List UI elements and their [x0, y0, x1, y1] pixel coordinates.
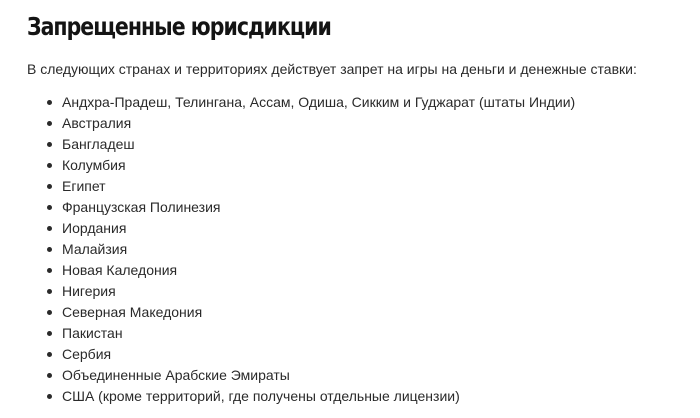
- bullet-icon: [47, 226, 52, 231]
- list-item-label: Малайзия: [62, 241, 128, 257]
- list-item: [27, 176, 575, 197]
- bullet-icon: [47, 331, 52, 336]
- list-item-label: Сербия: [62, 346, 112, 362]
- list-item-label: Объединенные Арабские Эмираты: [62, 367, 290, 383]
- list-item: [27, 344, 575, 365]
- list-item-label: Иордания: [62, 220, 127, 236]
- list-item-label: США (кроме территорий, где получены отдельные лицензии): [62, 388, 460, 404]
- list-item-label: Пакистан: [62, 325, 123, 341]
- list-item-label: Колумбия: [62, 157, 126, 173]
- list-item-label: Новая Каледония: [62, 262, 178, 278]
- section-title: Запрещенные юрисдикции: [27, 12, 331, 41]
- list-item: [27, 134, 575, 155]
- bullet-icon: [47, 247, 52, 252]
- list-item: [27, 92, 575, 113]
- list-item-label: Французская Полинезия: [62, 199, 221, 215]
- list-item: [27, 197, 575, 218]
- list-item-label: Андхра-Прадеш, Телингана, Ассам, Одиша, Сикким и Гуджарат (штаты Индии): [62, 94, 576, 110]
- bullet-icon: [47, 163, 52, 168]
- list-item-label: Нигерия: [62, 283, 116, 299]
- list-item-label: Северная Македония: [62, 304, 203, 320]
- section-intro: В следующих странах и территориях действует запрет на игры на деньги и денежные ставки:: [27, 61, 637, 77]
- list-item: [27, 218, 575, 239]
- list-item: [27, 113, 575, 134]
- bullet-icon: [47, 100, 52, 105]
- bullet-icon: [47, 121, 52, 126]
- list-item: [27, 260, 575, 281]
- list-item: [27, 281, 575, 302]
- bullet-icon: [47, 394, 52, 399]
- list-item: [27, 365, 575, 386]
- bullet-icon: [47, 142, 52, 147]
- list-item-label: Бангладеш: [62, 136, 135, 152]
- list-item-label: Египет: [62, 178, 106, 194]
- bullet-icon: [47, 205, 52, 210]
- bullet-icon: [47, 352, 52, 357]
- bullet-icon: [47, 184, 52, 189]
- list-item: [27, 386, 575, 407]
- list-item: [27, 239, 575, 260]
- bullet-icon: [47, 268, 52, 273]
- jurisdiction-list: [27, 92, 575, 407]
- list-item: [27, 155, 575, 176]
- bullet-icon: [47, 373, 52, 378]
- list-item-label: Австралия: [62, 115, 132, 131]
- bullet-icon: [47, 310, 52, 315]
- list-item: [27, 302, 575, 323]
- bullet-icon: [47, 289, 52, 294]
- list-item: [27, 323, 575, 344]
